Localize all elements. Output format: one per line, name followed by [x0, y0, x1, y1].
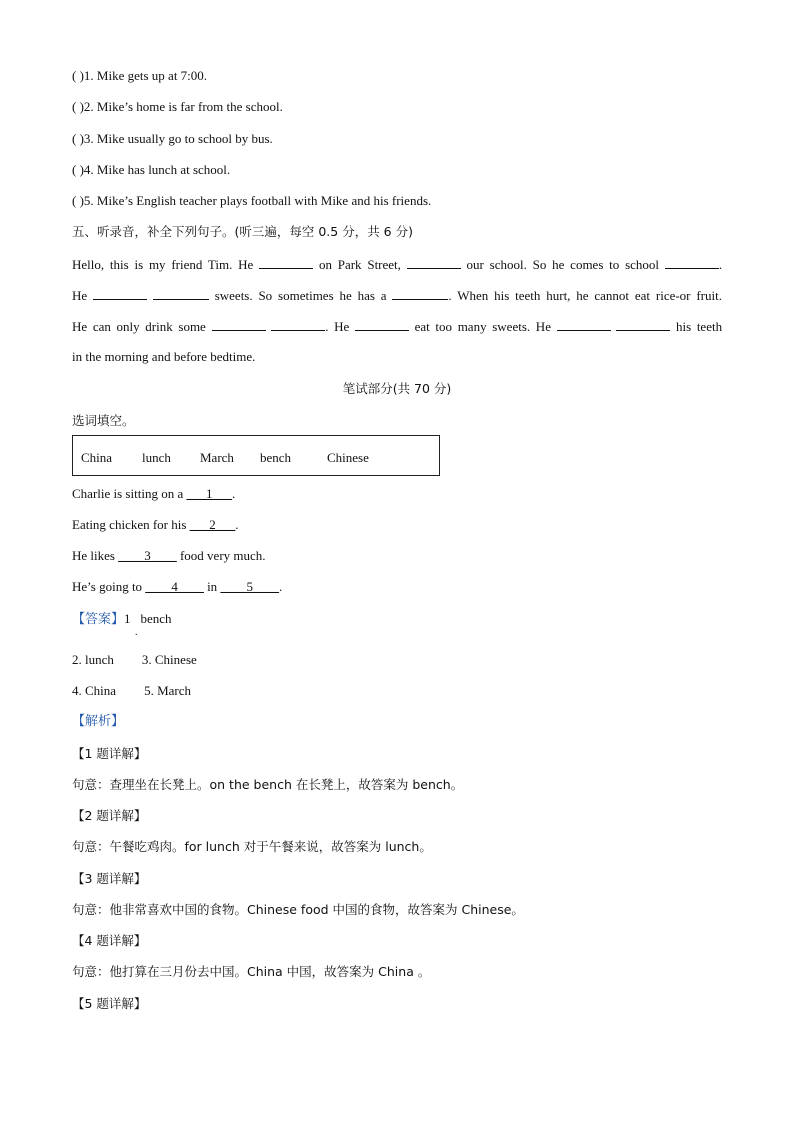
passage-line-1: Hello, this is my friend Tim. He on Park Street, our school. So he comes to school .	[72, 257, 723, 272]
answer-blank	[153, 287, 209, 300]
written-part-heading: 笔试部分(共 70 分)	[342, 381, 452, 396]
tf-item-1	[72, 68, 207, 84]
word-bank	[72, 435, 440, 476]
question-3: He likes ____3____ food very much.	[72, 548, 266, 563]
word-bank-item: lunch	[142, 450, 171, 465]
fill-title: 选词填空。	[72, 413, 135, 428]
question-1: Charlie is sitting on a ___1___.	[72, 486, 236, 501]
answer-paren: ( )	[72, 131, 84, 146]
answer-blank	[392, 287, 448, 300]
tf-text: 4. Mike has lunch at school.	[83, 162, 231, 177]
answer-paren: ( )	[72, 99, 84, 114]
section5-heading: 五、听录音，补全下列句子。(听三遍，每空 0.5 分，共 6 分)	[72, 224, 413, 239]
passage-line-4: in the morning and before bedtime.	[72, 349, 256, 364]
answer-paren: ( )	[72, 162, 84, 177]
question-4: He’s going to ____4____ in ____5____.	[72, 579, 283, 594]
answer-blank	[271, 318, 325, 331]
detail-tag-3: 【3 题详解】	[72, 871, 147, 886]
question-blank: ____4____	[145, 579, 204, 594]
question-blank: ____3____	[118, 548, 177, 563]
tf-text: 3. Mike usually go to school by bus.	[83, 131, 273, 146]
answer-blank	[355, 318, 409, 331]
detail-tag-1: 【1 题详解】	[72, 746, 147, 761]
answer-tag: 【答案】	[72, 612, 125, 627]
word-bank-item: China	[81, 450, 113, 465]
answer-row-2: 2. lunch 3. Chinese	[72, 652, 197, 667]
detail-tag-2: 【2 题详解】	[72, 808, 147, 823]
answer-blank	[407, 256, 461, 269]
tf-text: 5. Mike’s English teacher plays football with Mike and his friends.	[83, 193, 432, 208]
answer-blank	[93, 287, 147, 300]
answer-paren: ( )	[72, 193, 84, 208]
passage-line-2: He sweets. So sometimes he has a . When his teeth hurt, he cannot eat rice-or fruit.	[72, 288, 722, 303]
answer-paren: ( )	[72, 68, 84, 83]
tf-item-3	[72, 131, 273, 147]
answer-row-1: 【答案】1 bench	[72, 611, 172, 627]
question-blank: ___1___	[186, 486, 232, 501]
tf-item-5	[72, 193, 431, 209]
question-blank: ____5____	[220, 579, 279, 594]
detail-tag-4: 【4 题详解】	[72, 933, 147, 948]
answer-blank	[616, 318, 670, 331]
passage-line-3: He can only drink some . He eat too many sweets. He his teeth	[72, 319, 723, 334]
tf-text: 2. Mike’s home is far from the school.	[83, 99, 283, 114]
answer-blank	[259, 256, 313, 269]
detail-text-3: 句意：他非常喜欢中国的食物。Chinese food 中国的食物，故答案为 Chinese。	[72, 902, 524, 917]
word-bank-item: Chinese	[327, 450, 369, 465]
answer-blank	[557, 318, 611, 331]
answer-row-3: 4. China 5. March	[72, 683, 191, 698]
detail-text-2: 句意：午餐吃鸡肉。for lunch 对于午餐来说，故答案为 lunch。	[72, 839, 432, 854]
tf-item-4	[72, 162, 230, 178]
question-blank: ___2___	[189, 517, 236, 532]
detail-text-4: 句意：他打算在三月份去中国。China 中国，故答案为 China 。	[72, 964, 431, 979]
stray-dot: .	[135, 627, 138, 638]
tf-item-2	[72, 99, 283, 115]
answer-blank	[665, 256, 719, 269]
word-bank-item: bench	[260, 450, 292, 465]
tf-text: 1. Mike gets up at 7:00.	[83, 68, 208, 83]
question-2: Eating chicken for his ___2___.	[72, 517, 239, 532]
analysis-tag: 【解析】	[72, 714, 125, 729]
answer-blank	[212, 318, 266, 331]
detail-tag-5: 【5 题详解】	[72, 996, 147, 1011]
detail-text-1: 句意：查理坐在长凳上。on the bench 在长凳上，故答案为 bench。	[72, 777, 464, 792]
word-bank-item: March	[200, 450, 234, 465]
